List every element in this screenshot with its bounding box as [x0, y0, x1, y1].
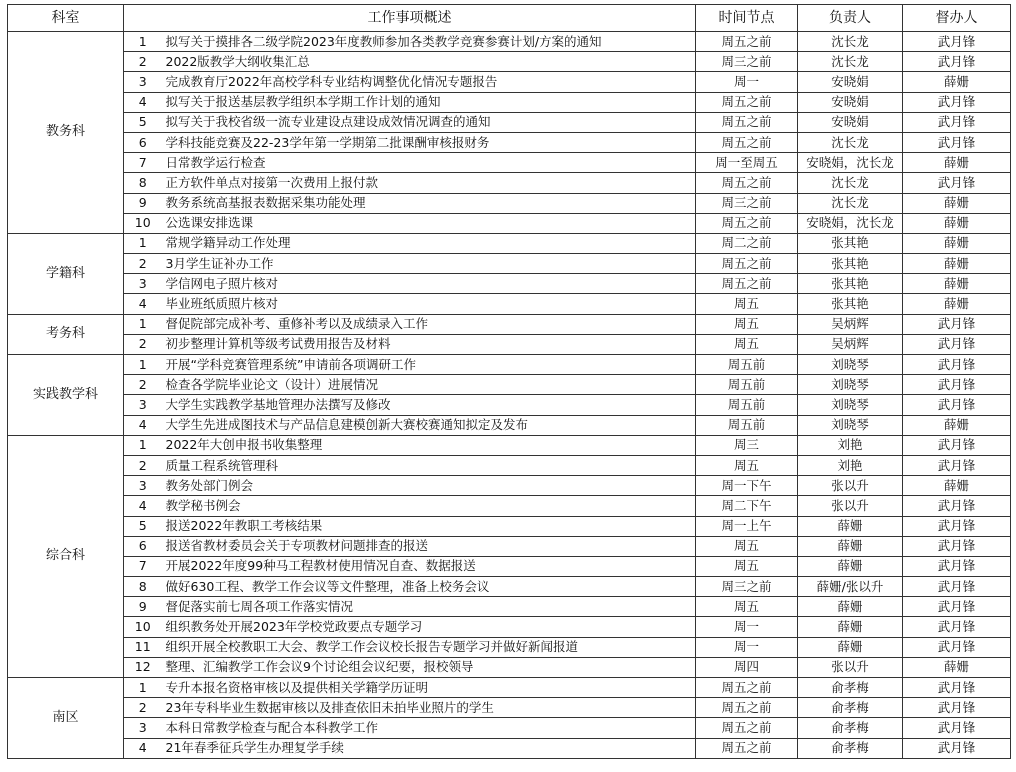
- table-body: [8, 32, 1011, 759]
- row-number: 2: [124, 455, 162, 475]
- task-description: 组织教务处开展2023年学校党政要点专题学习: [162, 617, 696, 637]
- supervisor-name: 武月锋: [903, 52, 1011, 72]
- table-row: [8, 52, 1011, 72]
- supervisor-name: 薛姗: [903, 294, 1011, 314]
- table-row: [8, 233, 1011, 253]
- owner-name: 张以升: [798, 476, 903, 496]
- owner-name: 俞孝梅: [798, 738, 903, 758]
- row-number: 4: [124, 415, 162, 435]
- row-number: 8: [124, 173, 162, 193]
- table-row: [8, 112, 1011, 132]
- task-description: 教务系统高基报表数据采集功能处理: [162, 193, 696, 213]
- task-description: 毕业班纸质照片核对: [162, 294, 696, 314]
- owner-name: 薛姗: [798, 637, 903, 657]
- owner-name: 俞孝梅: [798, 698, 903, 718]
- supervisor-name: 武月锋: [903, 577, 1011, 597]
- row-number: 10: [124, 617, 162, 637]
- supervisor-name: 武月锋: [903, 355, 1011, 375]
- supervisor-name: 武月锋: [903, 132, 1011, 152]
- supervisor-name: 武月锋: [903, 314, 1011, 334]
- table-row: [8, 738, 1011, 758]
- row-number: 4: [124, 92, 162, 112]
- table-row: [8, 476, 1011, 496]
- supervisor-name: 武月锋: [903, 637, 1011, 657]
- table-row: [8, 496, 1011, 516]
- owner-name: 俞孝梅: [798, 678, 903, 698]
- supervisor-name: 武月锋: [903, 32, 1011, 52]
- owner-name: 薛姗: [798, 516, 903, 536]
- time-node: 周五: [696, 334, 798, 354]
- table-row: [8, 395, 1011, 415]
- supervisor-name: 薛姗: [903, 254, 1011, 274]
- time-node: 周五之前: [696, 698, 798, 718]
- time-node: 周五之前: [696, 132, 798, 152]
- task-description: 组织开展全校教职工大会、教学工作会议校长报告专题学习并做好新闻报道: [162, 637, 696, 657]
- owner-name: 薛姗: [798, 536, 903, 556]
- supervisor-name: 武月锋: [903, 395, 1011, 415]
- row-number: 4: [124, 738, 162, 758]
- time-node: 周三之前: [696, 577, 798, 597]
- task-description: 督促院部完成补考、重修补考以及成绩录入工作: [162, 314, 696, 334]
- supervisor-name: 武月锋: [903, 536, 1011, 556]
- row-number: 7: [124, 556, 162, 576]
- time-node: 周五之前: [696, 112, 798, 132]
- supervisor-name: 武月锋: [903, 92, 1011, 112]
- task-description: 21年春季征兵学生办理复学手续: [162, 738, 696, 758]
- row-number: 1: [124, 678, 162, 698]
- time-node: 周五: [696, 597, 798, 617]
- row-number: 1: [124, 233, 162, 253]
- table-row: [8, 213, 1011, 233]
- owner-name: 刘艳: [798, 435, 903, 455]
- table-row: [8, 577, 1011, 597]
- supervisor-name: 武月锋: [903, 516, 1011, 536]
- owner-name: 薛姗: [798, 617, 903, 637]
- supervisor-name: 武月锋: [903, 435, 1011, 455]
- time-node: 周二下午: [696, 496, 798, 516]
- task-description: 正方软件单点对接第一次费用上报付款: [162, 173, 696, 193]
- table-row: [8, 32, 1011, 52]
- table-row: [8, 718, 1011, 738]
- task-description: 开展“学科竞赛管理系统”申请前各项调研工作: [162, 355, 696, 375]
- row-number: 2: [124, 698, 162, 718]
- supervisor-name: 武月锋: [903, 375, 1011, 395]
- task-description: 3月学生证补办工作: [162, 254, 696, 274]
- time-node: 周五之前: [696, 213, 798, 233]
- row-number: 10: [124, 213, 162, 233]
- task-description: 初步整理计算机等级考试费用报告及材料: [162, 334, 696, 354]
- supervisor-name: 武月锋: [903, 718, 1011, 738]
- owner-name: 张其艳: [798, 254, 903, 274]
- table-row: [8, 274, 1011, 294]
- table-row: [8, 678, 1011, 698]
- header-owner: 负责人: [798, 5, 903, 32]
- owner-name: 安晓娟，沈长龙: [798, 153, 903, 173]
- owner-name: 沈长龙: [798, 52, 903, 72]
- supervisor-name: 武月锋: [903, 617, 1011, 637]
- row-number: 2: [124, 52, 162, 72]
- row-number: 2: [124, 375, 162, 395]
- header-row: [8, 5, 1011, 32]
- task-description: 质量工程系统管理科: [162, 455, 696, 475]
- work-task-table: [7, 4, 1011, 759]
- supervisor-name: 武月锋: [903, 334, 1011, 354]
- owner-name: 安晓娟: [798, 112, 903, 132]
- owner-name: 刘晓琴: [798, 375, 903, 395]
- time-node: 周五: [696, 556, 798, 576]
- row-number: 6: [124, 132, 162, 152]
- owner-name: 张其艳: [798, 274, 903, 294]
- task-description: 公选课安排选课: [162, 213, 696, 233]
- task-description: 常规学籍异动工作处理: [162, 233, 696, 253]
- time-node: 周五之前: [696, 718, 798, 738]
- owner-name: 薛姗: [798, 556, 903, 576]
- supervisor-name: 薛姗: [903, 193, 1011, 213]
- row-number: 6: [124, 536, 162, 556]
- header-time-node: 时间节点: [696, 5, 798, 32]
- row-number: 3: [124, 72, 162, 92]
- time-node: 周五之前: [696, 678, 798, 698]
- table-row: [8, 637, 1011, 657]
- task-description: 教务处部门例会: [162, 476, 696, 496]
- owner-name: 安晓娟: [798, 72, 903, 92]
- owner-name: 安晓娟，沈长龙: [798, 213, 903, 233]
- header-supervisor: 督办人: [903, 5, 1011, 32]
- task-description: 2022年大创申报书收集整理: [162, 435, 696, 455]
- row-number: 2: [124, 254, 162, 274]
- department-cell: 实践教学科: [8, 355, 124, 436]
- task-description: 2022版教学大纲收集汇总: [162, 52, 696, 72]
- table-row: [8, 375, 1011, 395]
- table-row: [8, 153, 1011, 173]
- table-row: [8, 92, 1011, 112]
- row-number: 1: [124, 435, 162, 455]
- time-node: 周一: [696, 72, 798, 92]
- row-number: 9: [124, 193, 162, 213]
- owner-name: 俞孝梅: [798, 718, 903, 738]
- row-number: 9: [124, 597, 162, 617]
- supervisor-name: 武月锋: [903, 112, 1011, 132]
- supervisor-name: 武月锋: [903, 597, 1011, 617]
- row-number: 1: [124, 32, 162, 52]
- table-row: [8, 132, 1011, 152]
- table-row: [8, 173, 1011, 193]
- table-row: [8, 617, 1011, 637]
- time-node: 周三之前: [696, 52, 798, 72]
- table-row: [8, 455, 1011, 475]
- owner-name: 吴炳辉: [798, 314, 903, 334]
- supervisor-name: 薛姗: [903, 213, 1011, 233]
- time-node: 周五: [696, 294, 798, 314]
- department-cell: 教务科: [8, 32, 124, 234]
- supervisor-name: 武月锋: [903, 173, 1011, 193]
- row-number: 4: [124, 496, 162, 516]
- supervisor-name: 武月锋: [903, 678, 1011, 698]
- owner-name: 沈长龙: [798, 173, 903, 193]
- department-cell: 南区: [8, 678, 124, 759]
- owner-name: 张其艳: [798, 233, 903, 253]
- task-description: 23年专科毕业生数据审核以及排查依旧未拍毕业照片的学生: [162, 698, 696, 718]
- row-number: 5: [124, 112, 162, 132]
- task-description: 检查各学院毕业论文（设计）进展情况: [162, 375, 696, 395]
- row-number: 3: [124, 274, 162, 294]
- task-description: 大学生实践教学基地管理办法撰写及修改: [162, 395, 696, 415]
- department-cell: 考务科: [8, 314, 124, 354]
- owner-name: 吴炳辉: [798, 334, 903, 354]
- time-node: 周五前: [696, 395, 798, 415]
- table-row: [8, 597, 1011, 617]
- table-row: [8, 657, 1011, 677]
- task-description: 做好630工程、教学工作会议等文件整理，准备上校务会议: [162, 577, 696, 597]
- table-row: [8, 294, 1011, 314]
- time-node: 周四: [696, 657, 798, 677]
- task-description: 大学生先进成图技术与产品信息建模创新大赛校赛通知拟定及发布: [162, 415, 696, 435]
- row-number: 3: [124, 718, 162, 738]
- time-node: 周五前: [696, 375, 798, 395]
- owner-name: 张以升: [798, 496, 903, 516]
- owner-name: 刘晓琴: [798, 355, 903, 375]
- time-node: 周五: [696, 536, 798, 556]
- supervisor-name: 薛姗: [903, 233, 1011, 253]
- task-description: 督促落实前七周各项工作落实情况: [162, 597, 696, 617]
- owner-name: 安晓娟: [798, 92, 903, 112]
- task-description: 完成教育厅2022年高校学科专业结构调整优化情况专题报告: [162, 72, 696, 92]
- owner-name: 薛姗: [798, 597, 903, 617]
- supervisor-name: 薛姗: [903, 476, 1011, 496]
- time-node: 周五前: [696, 415, 798, 435]
- owner-name: 沈长龙: [798, 132, 903, 152]
- table-row: [8, 415, 1011, 435]
- time-node: 周五: [696, 455, 798, 475]
- row-number: 4: [124, 294, 162, 314]
- table-row: [8, 314, 1011, 334]
- table-row: [8, 72, 1011, 92]
- owner-name: 沈长龙: [798, 32, 903, 52]
- task-description: 学科技能竞赛及22-23学年第一学期第二批课酬审核报财务: [162, 132, 696, 152]
- owner-name: 张其艳: [798, 294, 903, 314]
- time-node: 周三: [696, 435, 798, 455]
- supervisor-name: 武月锋: [903, 455, 1011, 475]
- task-description: 报送2022年教职工考核结果: [162, 516, 696, 536]
- time-node: 周五: [696, 314, 798, 334]
- row-number: 12: [124, 657, 162, 677]
- owner-name: 张以升: [798, 657, 903, 677]
- row-number: 8: [124, 577, 162, 597]
- supervisor-name: 薛姗: [903, 415, 1011, 435]
- time-node: 周五之前: [696, 274, 798, 294]
- time-node: 周五之前: [696, 173, 798, 193]
- table-row: [8, 435, 1011, 455]
- owner-name: 沈长龙: [798, 193, 903, 213]
- row-number: 11: [124, 637, 162, 657]
- supervisor-name: 薛姗: [903, 72, 1011, 92]
- time-node: 周一下午: [696, 476, 798, 496]
- time-node: 周三之前: [696, 193, 798, 213]
- supervisor-name: 薛姗: [903, 274, 1011, 294]
- time-node: 周一至周五: [696, 153, 798, 173]
- task-description: 专升本报名资格审核以及提供相关学籍学历证明: [162, 678, 696, 698]
- header-department: 科室: [8, 5, 124, 32]
- time-node: 周一: [696, 617, 798, 637]
- owner-name: 薛姗/张以升: [798, 577, 903, 597]
- supervisor-name: 薛姗: [903, 657, 1011, 677]
- time-node: 周五前: [696, 355, 798, 375]
- time-node: 周一: [696, 637, 798, 657]
- supervisor-name: 武月锋: [903, 496, 1011, 516]
- header-task-summary: 工作事项概述: [124, 5, 696, 32]
- table-row: [8, 254, 1011, 274]
- row-number: 1: [124, 355, 162, 375]
- table-row: [8, 556, 1011, 576]
- table-row: [8, 536, 1011, 556]
- table-row: [8, 516, 1011, 536]
- supervisor-name: 武月锋: [903, 556, 1011, 576]
- time-node: 周五之前: [696, 738, 798, 758]
- time-node: 周一上午: [696, 516, 798, 536]
- task-description: 本科日常教学检查与配合本科教学工作: [162, 718, 696, 738]
- supervisor-name: 武月锋: [903, 738, 1011, 758]
- task-description: 整理、汇编教学工作会议9个讨论组会议纪要，报校领导: [162, 657, 696, 677]
- department-cell: 学籍科: [8, 233, 124, 314]
- supervisor-name: 薛姗: [903, 153, 1011, 173]
- task-description: 学信网电子照片核对: [162, 274, 696, 294]
- task-description: 日常教学运行检查: [162, 153, 696, 173]
- supervisor-name: 武月锋: [903, 698, 1011, 718]
- time-node: 周二之前: [696, 233, 798, 253]
- row-number: 1: [124, 314, 162, 334]
- table-row: [8, 334, 1011, 354]
- row-number: 3: [124, 395, 162, 415]
- owner-name: 刘艳: [798, 455, 903, 475]
- task-description: 拟写关于报送基层教学组织本学期工作计划的通知: [162, 92, 696, 112]
- table-row: [8, 698, 1011, 718]
- row-number: 5: [124, 516, 162, 536]
- table-row: [8, 193, 1011, 213]
- task-description: 拟写关于我校省级一流专业建设点建设成效情况调查的通知: [162, 112, 696, 132]
- task-description: 开展2022年度99种马工程教材使用情况自查、数据报送: [162, 556, 696, 576]
- table-row: [8, 355, 1011, 375]
- task-description: 拟写关于摸排各二级学院2023年度教师参加各类教学竞赛参赛计划/方案的通知: [162, 32, 696, 52]
- task-description: 教学秘书例会: [162, 496, 696, 516]
- department-cell: 综合科: [8, 435, 124, 677]
- time-node: 周五之前: [696, 254, 798, 274]
- row-number: 3: [124, 476, 162, 496]
- task-description: 报送省教材委员会关于专项教材问题排查的报送: [162, 536, 696, 556]
- time-node: 周五之前: [696, 32, 798, 52]
- owner-name: 刘晓琴: [798, 415, 903, 435]
- owner-name: 刘晓琴: [798, 395, 903, 415]
- time-node: 周五之前: [696, 92, 798, 112]
- row-number: 7: [124, 153, 162, 173]
- row-number: 2: [124, 334, 162, 354]
